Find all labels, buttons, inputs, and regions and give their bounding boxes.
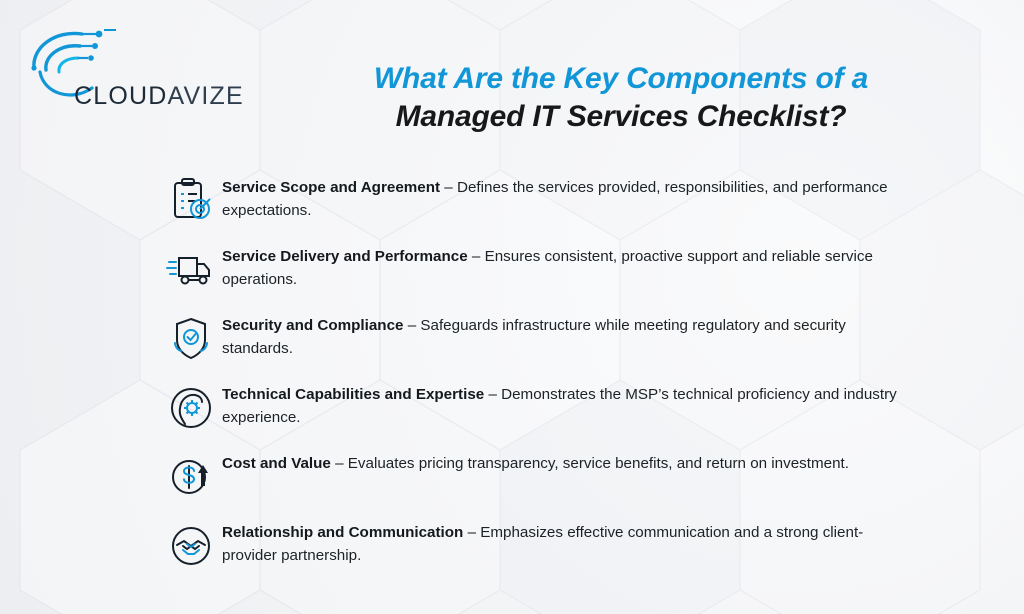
shield-check-refresh-icon [160,310,222,368]
list-item-text [222,379,912,429]
list-item-text [222,241,912,291]
list-item [160,379,950,437]
list-item-title: Service Delivery and Performance [222,248,468,265]
list-item-dash: – [335,455,344,472]
handshake-icon [160,517,222,575]
dollar-coin-arrow-up-icon [160,448,222,506]
list-item-description: Evaluates pricing transparency, service benefits, and return on investment. [347,455,849,472]
logo-word-cloud: CLOUD [74,82,168,110]
logo-wordmark [74,82,244,111]
list-item-dash: – [444,179,453,196]
list-item-description: Demonstrates the MSP’s technical proficiency and industry experience. [222,386,897,426]
list-item-title: Security and Compliance [222,317,404,334]
list-item-description: Defines the services provided, responsibilities, and performance expectations. [222,179,888,219]
head-gear-expertise-icon [160,379,222,437]
list-item-text [222,310,912,360]
title-line-1: What Are the Key Components of a [373,62,869,95]
list-item-dash: – [471,248,481,265]
list-item-title: Relationship and Communication [222,524,464,541]
list-item-description: Safeguards infrastructure while meeting regulatory and security standards. [222,317,846,357]
list-item-title: Service Scope and Agreement [222,179,441,196]
list-item [160,310,950,368]
list-item-text [222,517,912,567]
list-item-title: Technical Capabilities and Expertise [222,386,485,403]
list-item-description: Ensures consistent, proactive support and reliable service operations. [222,248,873,288]
list-item-title: Cost and Value [222,455,331,472]
list-item [160,517,950,575]
list-item-dash: – [467,524,477,541]
list-item [160,448,950,506]
logo[interactable] [20,22,244,110]
list-item-dash: – [407,317,417,334]
components-list [160,172,950,586]
delivery-truck-icon [160,241,222,299]
title-line-2: Managed IT Services Checklist? [395,100,847,134]
logo-word-avize: AVIZE [167,82,244,110]
page-title [236,60,1006,137]
list-item [160,241,950,299]
list-item [160,172,950,230]
list-item-dash: – [488,386,497,403]
list-item-description: Emphasizes effective communication and a strong client-provider partnership. [222,524,864,564]
clipboard-checklist-target-icon [160,172,222,230]
list-item-text [222,172,912,222]
list-item-text [222,448,849,476]
